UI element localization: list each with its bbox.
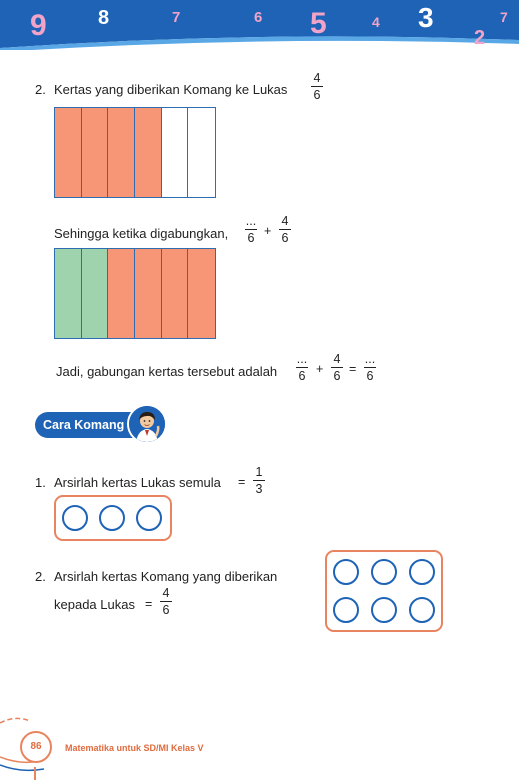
strip-cell (188, 108, 215, 197)
page-number: 86 (20, 731, 52, 763)
question-text: kepada Lukas (54, 597, 135, 612)
plus-sign: + (316, 362, 324, 376)
header-digit: 5 (310, 7, 327, 40)
fraction: 4 6 (331, 352, 343, 383)
paper-strip-combined (54, 248, 216, 339)
question-text: Kertas yang diberikan Komang ke Lukas (54, 82, 288, 97)
circle-shape[interactable] (371, 559, 397, 585)
header-digit: 9 (30, 9, 47, 42)
badge-label: Cara Komang (35, 412, 147, 438)
fraction: 4 6 (311, 71, 323, 102)
fraction: 4 6 (279, 214, 291, 245)
circle-shape[interactable] (333, 597, 359, 623)
fraction: 1 3 (253, 465, 265, 496)
header-digit: 7 (500, 9, 508, 25)
fraction: ... 6 (245, 214, 257, 245)
komang-avatar (127, 404, 167, 444)
strip-cell (135, 249, 162, 338)
header-digit: 8 (98, 7, 110, 29)
result-text: Jadi, gabungan kertas tersebut adalah (56, 364, 278, 379)
circle-shape[interactable] (371, 597, 397, 623)
circle-shape[interactable] (409, 597, 435, 623)
question-number: 2. (35, 569, 46, 584)
header-digit: 4 (372, 14, 380, 30)
cara-komang-badge (35, 410, 165, 440)
strip-cell (188, 249, 215, 338)
strip-cell (82, 249, 109, 338)
combine-text: Sehingga ketika digabungkan, (54, 226, 229, 241)
question-number: 2. (35, 82, 46, 97)
question-number: 1. (35, 475, 46, 490)
header-digit: 7 (172, 9, 181, 26)
circle-shape[interactable] (409, 559, 435, 585)
equals-sign: = (349, 362, 357, 376)
equals-sign: = (145, 597, 153, 611)
strip-cell (55, 108, 82, 197)
header-digit: 2 (474, 27, 486, 49)
strip-cell (162, 108, 189, 197)
equals-sign: = (238, 475, 246, 489)
paper-strip-given (54, 107, 216, 198)
strip-cell (108, 108, 135, 197)
strip-cell (135, 108, 162, 197)
strip-cell (108, 249, 135, 338)
strip-cell (82, 108, 109, 197)
circle-shape[interactable] (99, 505, 125, 531)
strip-cell (55, 249, 82, 338)
header-banner (0, 0, 519, 50)
fraction: ... 6 (364, 352, 376, 383)
header-digit: 6 (254, 9, 263, 26)
circle-shape[interactable] (136, 505, 162, 531)
circle-shape[interactable] (333, 559, 359, 585)
fraction: ... 6 (296, 352, 308, 383)
student-illustration-icon (129, 406, 165, 442)
fraction: 4 6 (160, 586, 172, 617)
circle-group-box (325, 550, 443, 632)
question-text: Arsirlah kertas Lukas semula (54, 475, 221, 490)
book-title: Matematika untuk SD/MI Kelas V (65, 743, 204, 753)
circle-group-box (54, 495, 172, 541)
strip-cell (162, 249, 189, 338)
question-text: Arsirlah kertas Komang yang diberikan (54, 569, 278, 584)
header-digit: 3 (418, 2, 434, 33)
circle-shape[interactable] (62, 505, 88, 531)
plus-sign: + (264, 224, 272, 238)
